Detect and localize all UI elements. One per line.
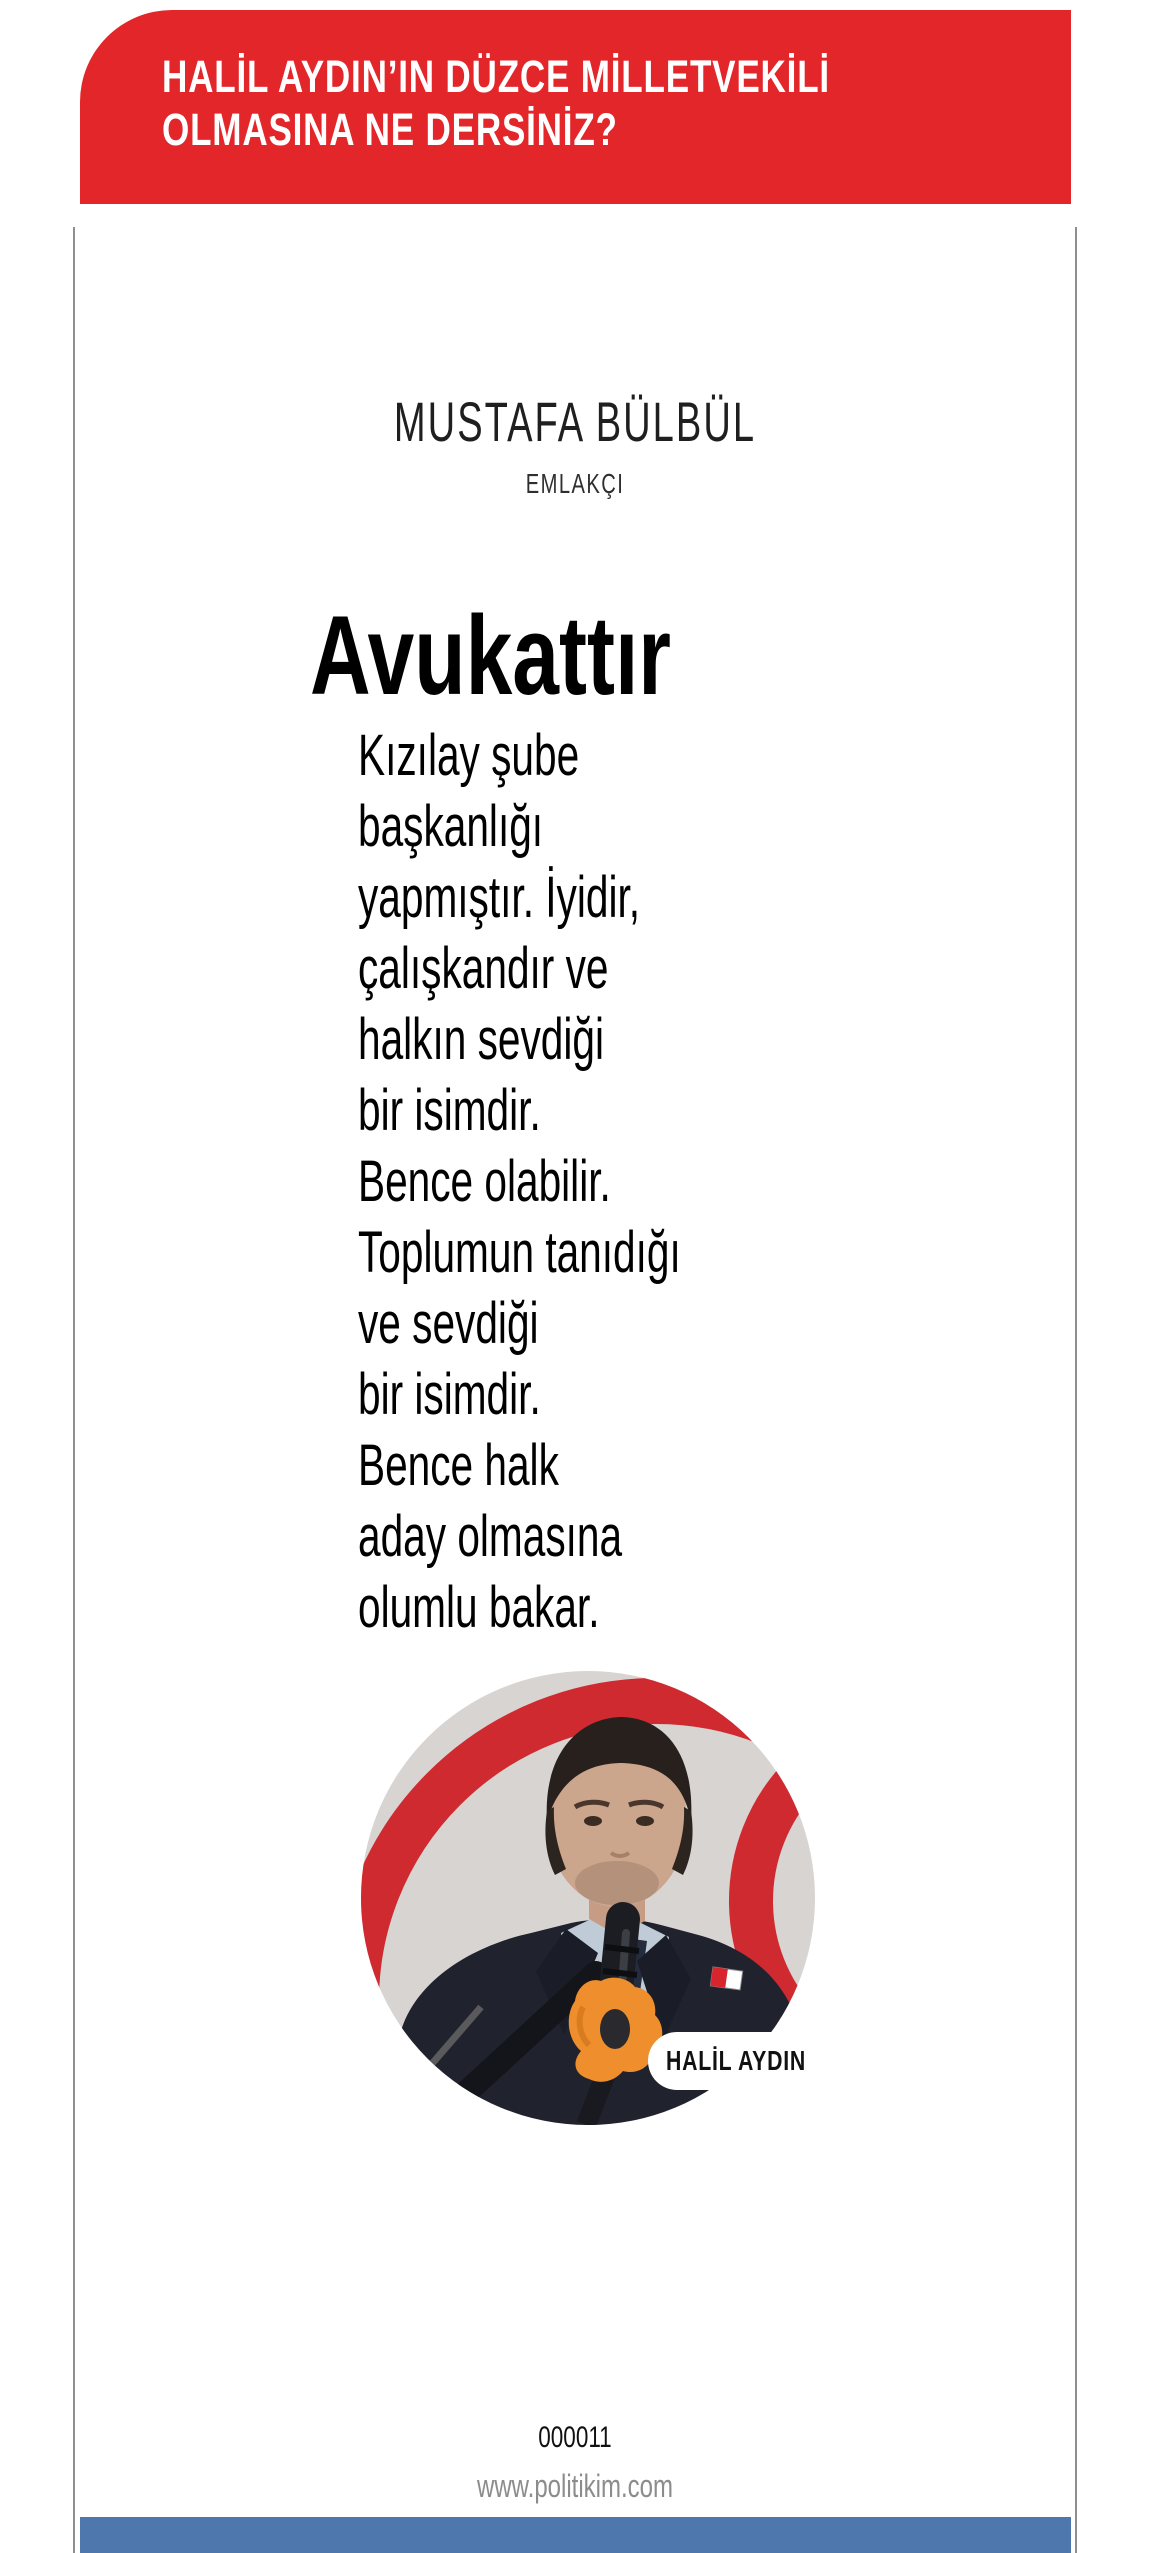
quote-line: Bence halk xyxy=(358,1433,559,1498)
card-border-right xyxy=(1075,227,1077,2553)
quote-line: olumlu bakar. xyxy=(358,1575,600,1640)
quote-line: başkanlığı xyxy=(358,794,544,859)
quote-line: Kızılay şube xyxy=(358,723,580,788)
respondent-name: MUSTAFA BÜLBÜL xyxy=(393,390,757,453)
photo-caption xyxy=(648,2032,920,2090)
header-question-line2: OLMASINA NE DERSİNİZ? xyxy=(162,104,618,155)
quote-line: bir isimdir. xyxy=(358,1362,541,1427)
quote-line: aday olmasına xyxy=(358,1504,623,1569)
flag-pin xyxy=(710,1967,742,1990)
quote-line: Toplumun tanıdığı xyxy=(358,1220,681,1285)
card-border-left xyxy=(73,227,75,2553)
website-url: www.politikim.com xyxy=(476,2468,674,2504)
footer-bar xyxy=(80,2517,1071,2553)
quote-line: halkın sevdiği xyxy=(358,1007,605,1072)
quote-line: bir isimdir. xyxy=(358,1078,541,1143)
respondent-title: EMLAKÇI xyxy=(525,468,625,499)
quote-line: yapmıştır. İyidir, xyxy=(358,865,641,930)
header-question xyxy=(162,50,830,156)
quote-body xyxy=(358,720,681,1643)
quote-headline: Avukattır xyxy=(310,593,671,718)
serial-number: 000011 xyxy=(538,2421,612,2454)
quote-line: ve sevdiği xyxy=(358,1291,539,1356)
quote-line: çalışkandır ve xyxy=(358,936,609,1001)
header-banner xyxy=(80,10,1071,204)
photo-caption-text: HALİL AYDIN xyxy=(666,2045,807,2076)
header-question-line1: HALİL AYDIN’IN DÜZCE MİLLETVEKİLİ xyxy=(162,51,830,102)
quote-line: Bence olabilir. xyxy=(358,1149,611,1214)
